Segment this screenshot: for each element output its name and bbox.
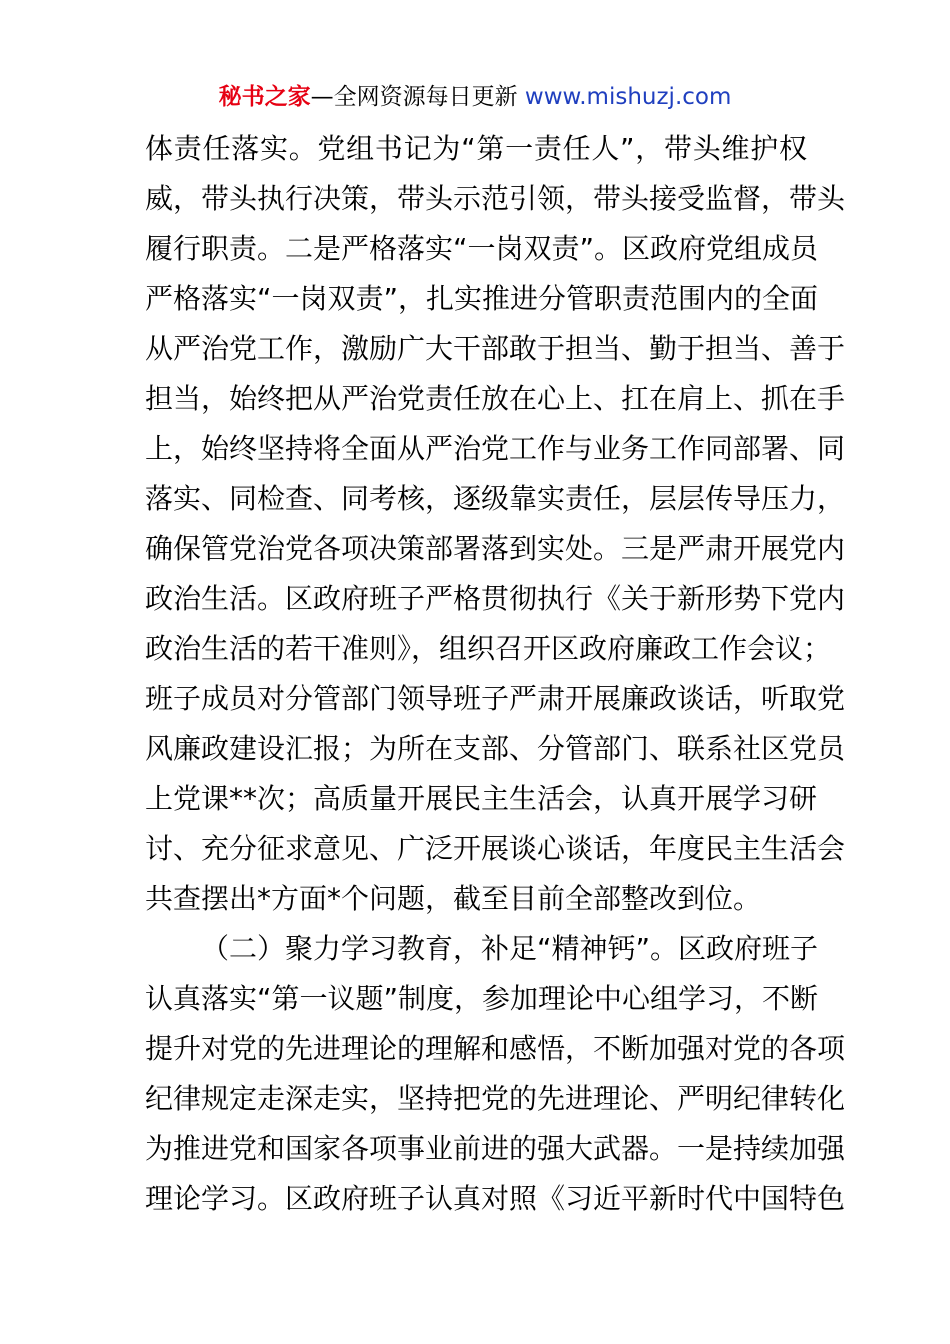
text-line: 担当，始终把从严治党责任放在心上、扛在肩上、抓在手 <box>145 382 846 415</box>
text-line: 政治生活。区政府班子严格贯彻执行《关于新形势下党内 <box>145 582 846 615</box>
page-header <box>0 80 950 114</box>
text-line: 风廉政建设汇报；为所在支部、分管部门、联系社区党员 <box>145 732 846 765</box>
text-line: 履行职责。二是严格落实“一岗双责”。区政府党组成员 <box>145 232 819 265</box>
text-line: 严格落实“一岗双责”，扎实推进分管职责范围内的全面 <box>145 282 819 315</box>
text-line: 上，始终坚持将全面从严治党工作与业务工作同部署、同 <box>145 432 846 465</box>
text-line: 威，带头执行决策，带头示范引领，带头接受监督，带头 <box>145 182 846 215</box>
text-line: 纪律规定走深走实，坚持把党的先进理论、严明纪律转化 <box>145 1082 846 1115</box>
text-line: 落实、同检查、同考核，逐级靠实责任，层层传导压力， <box>145 482 846 515</box>
text-line: 体责任落实。党组书记为“第一责任人”，带头维护权 <box>145 132 807 165</box>
text-line: 从严治党工作，激励广大干部敢于担当、勤于担当、善于 <box>145 332 846 365</box>
brand-name: 秘书之家 <box>218 84 311 110</box>
text-line: 讨、充分征求意见、广泛开展谈心谈话，年度民主生活会 <box>145 832 846 865</box>
text-line: 为推进党和国家各项事业前进的强大武器。一是持续加强 <box>145 1132 846 1165</box>
website-link[interactable]: www.mishuzj.com <box>524 84 732 110</box>
text-line: 上党课**次；高质量开展民主生活会，认真开展学习研 <box>145 782 818 815</box>
text-line: 政治生活的若干准则》，组织召开区政府廉政工作会议； <box>145 632 832 665</box>
header-tagline: —全网资源每日更新 <box>310 84 525 110</box>
text-line: 认真落实“第一议题”制度，参加理论中心组学习，不断 <box>145 982 819 1015</box>
text-line: 确保管党治党各项决策部署落到实处。三是严肃开展党内 <box>145 532 846 565</box>
text-line: 共查摆出*方面*个问题，截至目前全部整改到位。 <box>145 882 762 915</box>
section-heading-line: （二）聚力学习教育，补足“精神钙”。区政府班子 <box>201 932 819 965</box>
text-line: 班子成员对分管部门领导班子严肃开展廉政谈话，听取党 <box>145 682 846 715</box>
text-line: 提升对党的先进理论的理解和感悟，不断加强对党的各项 <box>145 1032 846 1065</box>
text-line: 理论学习。区政府班子认真对照《习近平新时代中国特色 <box>145 1182 846 1215</box>
